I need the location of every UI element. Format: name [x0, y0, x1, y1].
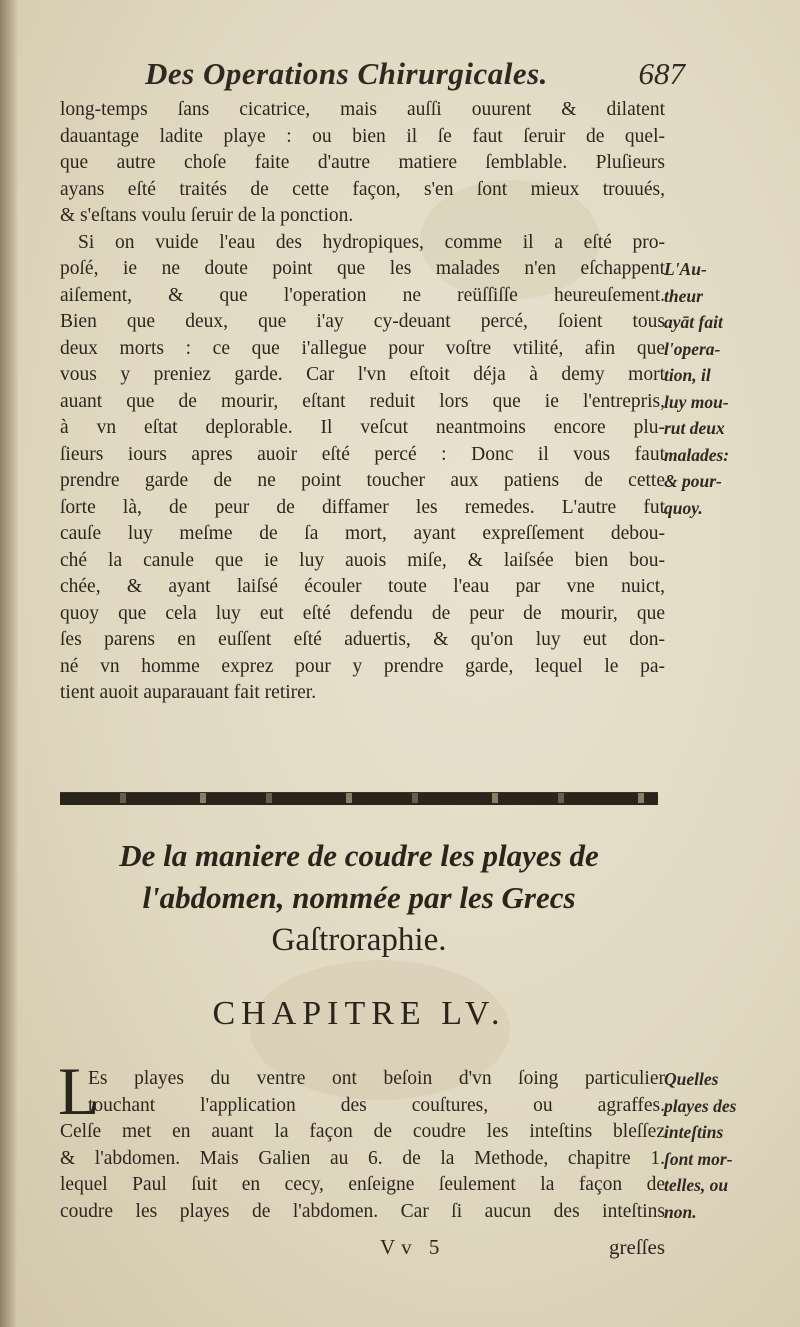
margin-note-line: malades: [664, 444, 730, 465]
margin-note-line: l'opera- [664, 338, 721, 359]
signature-mark: Vv 5 [380, 1235, 446, 1259]
margin-note-line: ayāt fait [664, 312, 723, 332]
text-line: prendre garde de ne point toucher aux patiens de cette [60, 470, 665, 491]
text-line: ché la canule que ie luy auois miſe, & laiſsée bien bou- [60, 549, 665, 571]
running-header [145, 50, 685, 98]
text-line: dauantage ladite playe : ou bien il ſe faut ſeruir de quel- [60, 125, 665, 147]
text-line: Celſe met en auant la façon de coudre les inteſtins bleſſez [60, 1121, 665, 1142]
section-heading-line-1: De la maniere de coudre les playes de [119, 838, 599, 873]
text-line: ayans eſté traités de cette façon, s'en ſont mieux trouués, [60, 178, 665, 200]
text-line: deux morts : ce que i'allegue pour voſtre vtilité, afin que [60, 337, 665, 359]
text-line: que autre choſe faite d'autre matiere ſemblable. Pluſieurs [60, 152, 665, 173]
margin-note-line: rut deux [664, 418, 725, 438]
body-text-section-2 [60, 1066, 665, 1225]
ornamental-rule [60, 792, 658, 805]
text-line: Si on vuide l'eau des hydropiques, comme il a eſté pro- [78, 231, 665, 253]
text-line: chée, & ayant laiſsé écouler toute l'eau par vne nuict, [60, 576, 665, 597]
drop-capital: L [58, 1053, 100, 1129]
page-footer [60, 1235, 665, 1265]
margin-note-line: luy mou- [664, 391, 729, 412]
text-line: cauſe luy meſme de ſa mort, ayant expreſſement debou- [60, 523, 665, 544]
running-title: Des Operations Chirurgicales. [145, 56, 548, 91]
margin-note-line: inteſtins [664, 1122, 724, 1142]
section-heading-line-3: Gaſtroraphie. [271, 922, 447, 958]
text-line: & s'eſtans voulu ſeruir de la ponction. [60, 205, 354, 226]
margin-note-line: theur [664, 285, 703, 306]
margin-note-line: & pour- [664, 471, 722, 491]
margin-note-1 [664, 256, 784, 521]
margin-note-line: ſont mor- [664, 1148, 733, 1169]
text-line: ſes parens en euſſent eſté aduertis, & qu'on luy eut don- [60, 629, 665, 650]
margin-note-line: quoy. [664, 497, 703, 518]
text-line: aiſement, & que l'operation ne reüſſiſſe heureuſement. [60, 284, 665, 306]
text-line: né vn homme exprez pour y prendre garde, lequel le pa- [60, 655, 665, 677]
margin-note-line: playes des [664, 1095, 737, 1116]
text-line: poſé, ie ne doute point que les malades n'en eſchappent [60, 258, 665, 279]
margin-note-line: L'Au- [664, 259, 707, 279]
text-line: Bien que deux, que i'ay cy-deuant percé, ſoient tous [60, 311, 665, 332]
body-text-section-1 [60, 97, 665, 707]
margin-note-2 [664, 1066, 784, 1225]
text-line: & l'abdomen. Mais Galien au 6. de la Methode, chapitre 1. [60, 1147, 665, 1169]
page-gutter [0, 0, 18, 1327]
margin-note-line: tion, il [664, 365, 711, 385]
text-line: auant que de mourir, eſtant reduit lors que ie l'entrepris, [60, 390, 665, 412]
catchword: greſſes [609, 1235, 665, 1259]
text-line: quoy que cela luy eut eſté defendu de peur de mourir, que [60, 602, 665, 624]
text-line: à vn eſtat deplorable. Il veſcut neantmoins encore plu- [60, 417, 665, 438]
page-number: 687 [638, 56, 685, 91]
text-line: coudre les playes de l'abdomen. Car ſi aucun des inteſtins [60, 1200, 665, 1222]
text-line: Es playes du ventre ont beſoin d'vn ſoing particulier [88, 1068, 665, 1089]
text-line: touchant l'application des couſtures, ou agraffes. [88, 1094, 665, 1116]
text-line: tient auoit auparauant fait retirer. [60, 682, 317, 703]
text-line: long-temps ſans cicatrice, mais auſſi ouurent & dilatent [60, 99, 665, 120]
text-line: ſorte là, de peur de diffamer les remedes. L'autre fut [60, 496, 665, 518]
margin-note-line: Quelles [664, 1069, 719, 1089]
margin-note-line: non. [664, 1201, 697, 1222]
text-line: ſieurs iours apres auoir eſté percé : Donc il vous faut [60, 443, 665, 465]
text-line: lequel Paul ſuit en cecy, enſeigne ſeulement la façon de [60, 1174, 665, 1195]
margin-note-line: telles, ou [664, 1175, 729, 1195]
text-line: vous y preniez garde. Car l'vn eſtoit déja à demy mort [60, 364, 665, 385]
section-heading-line-2: l'abdomen, nommée par les Grecs [142, 880, 576, 915]
chapter-title: CHAPITRE LV. [212, 995, 506, 1032]
